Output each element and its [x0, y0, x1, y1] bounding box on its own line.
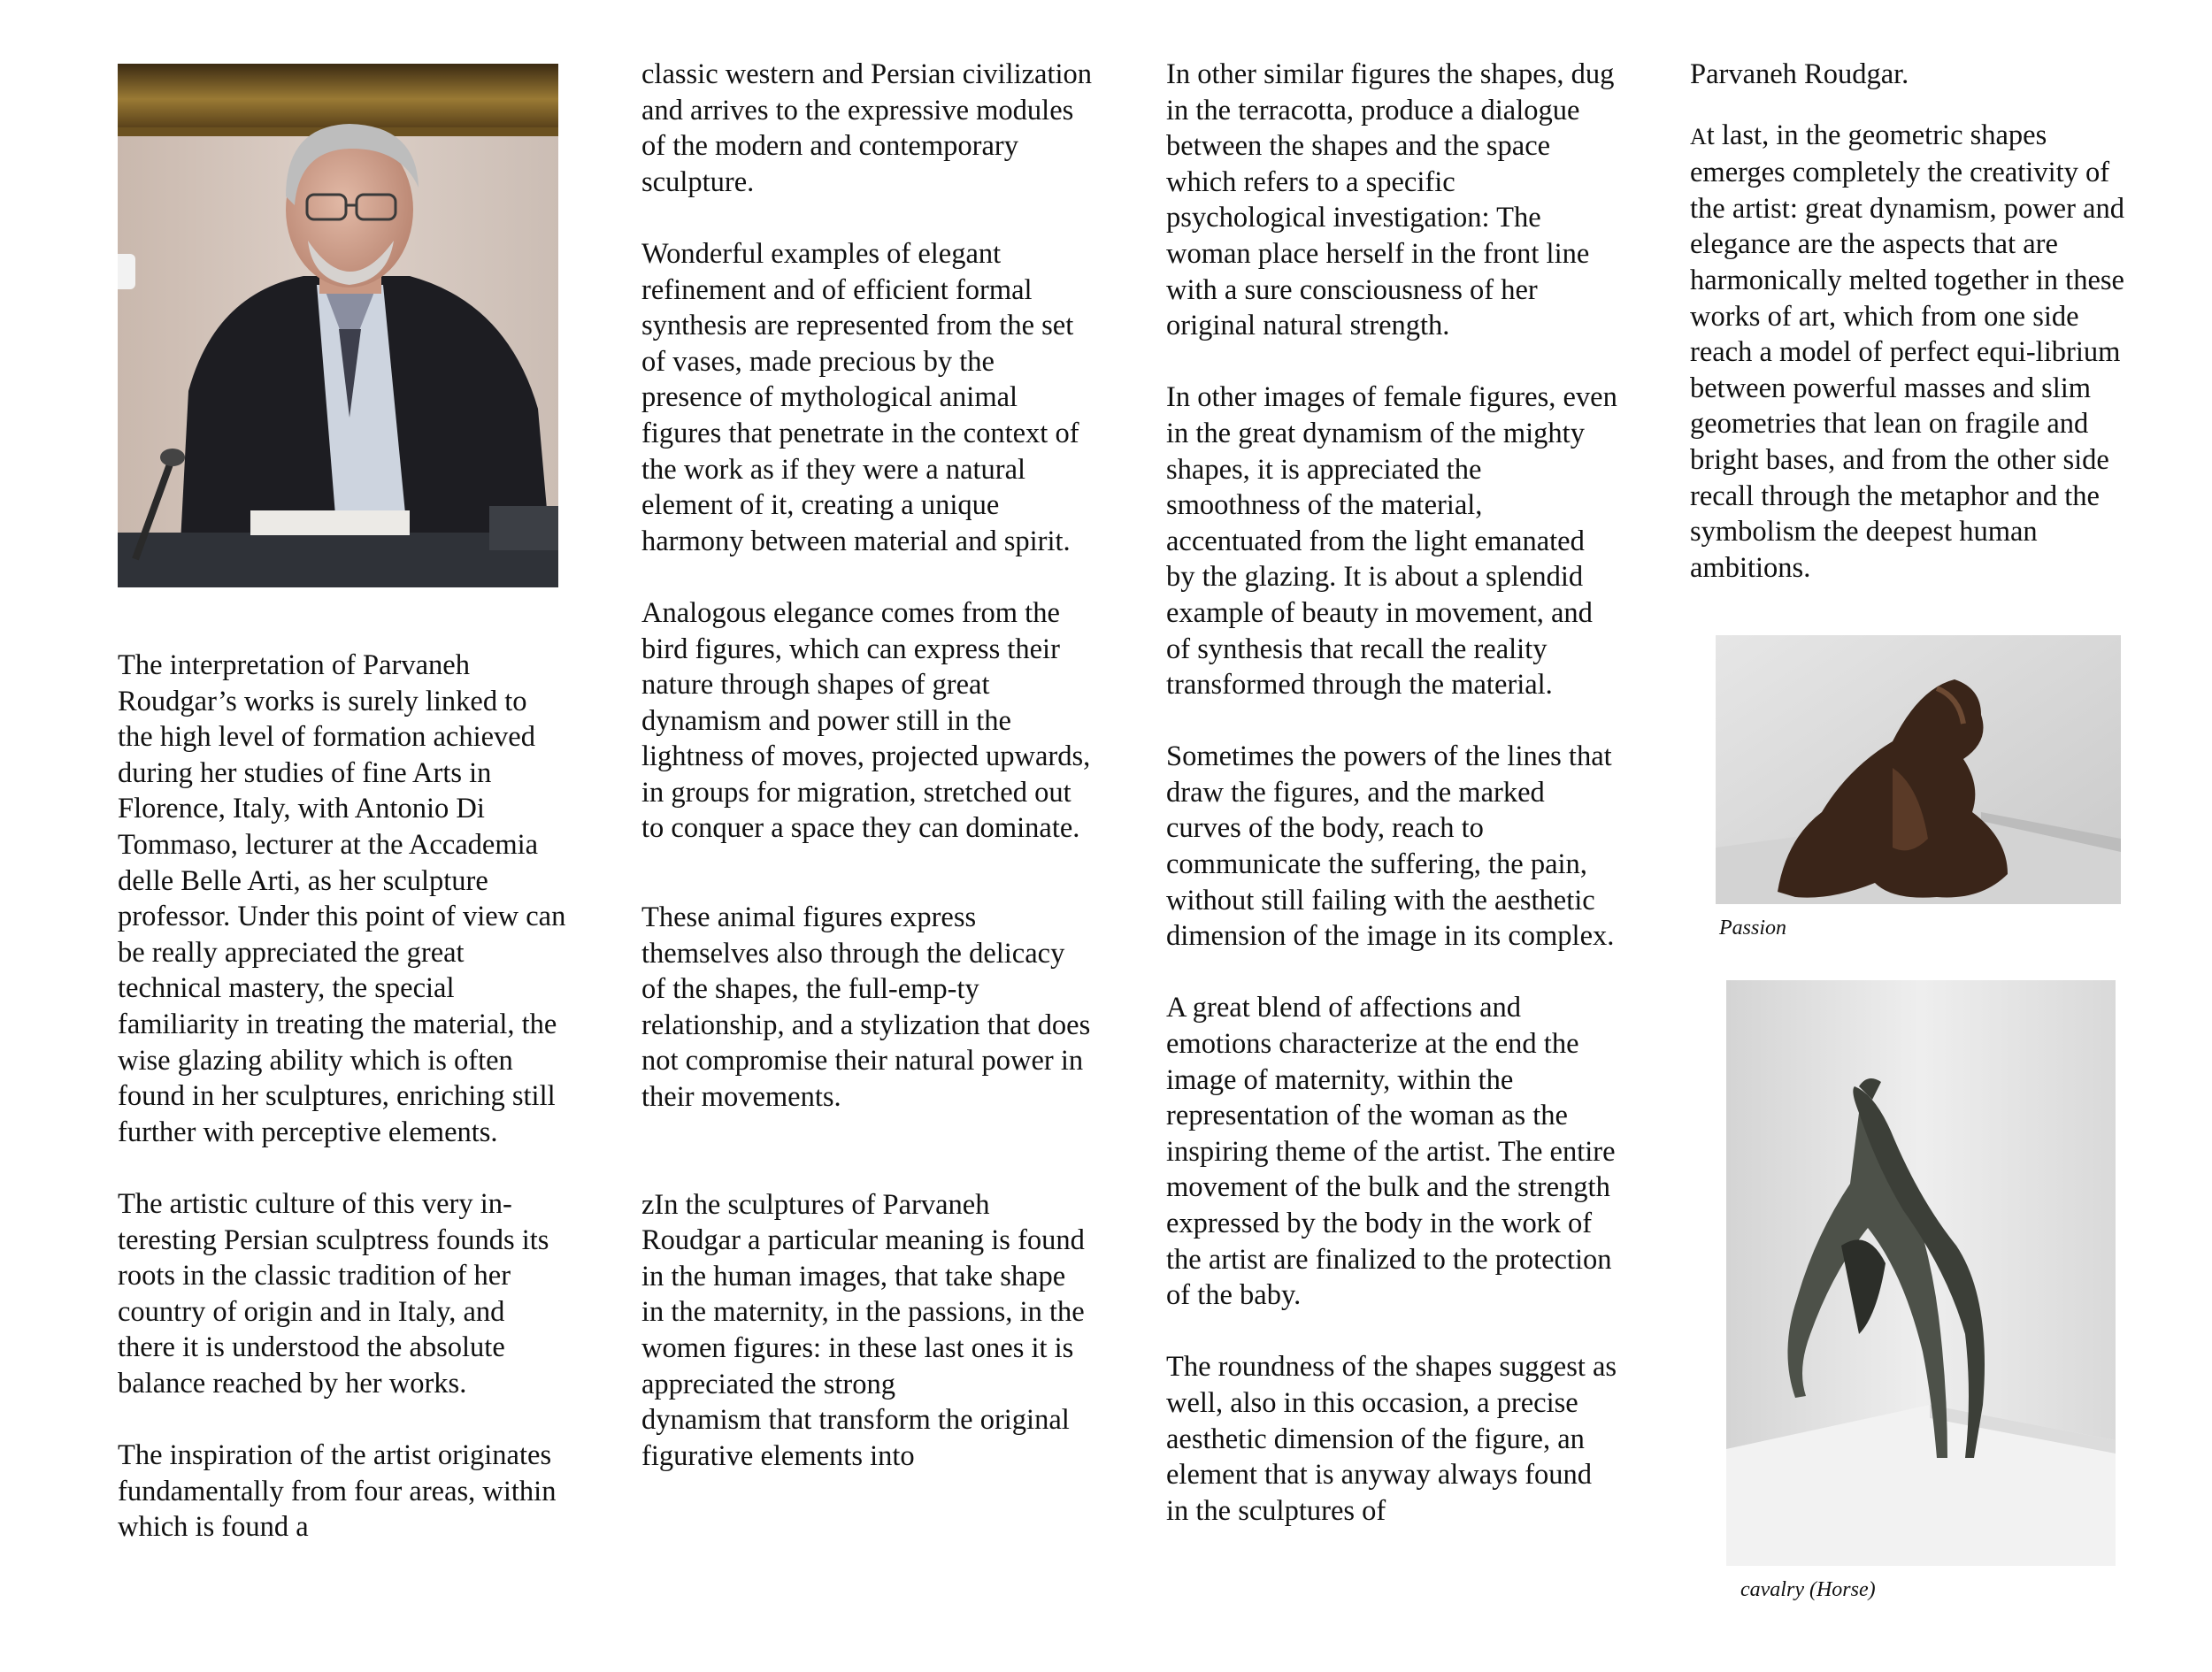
paragraph: In other similar figures the shapes, dug in the terracotta, produce a dialogue between the shapes and the space which refers to a specific psychological investigation: The woman place herself in the front line with a sure consciousness of her original natural strength.	[1166, 58, 1615, 342]
paragraph	[1690, 118, 2141, 587]
text-column-3	[1166, 57, 1617, 1565]
paragraph: These animal figures express themselves also through the delicacy of the shapes, the full-emp-ty relationship, and a stylization that does not compromise their natural power in their movements.	[641, 901, 1091, 1114]
paragraph: The interpretation of Parvaneh Roudgar’s works is surely linked to the high level of formation achieved during her studies of fine Arts in Florence, Italy, with Antonio Di Tommaso, lecturer at the Accademia delle Belle Arti, as her sculpture professor. Under this point of view can be really appreciated the great technical mastery, the special familiarity in treating the material, the wise glazing ability which is often found in her sculptures, enriching still further with perceptive elements.	[118, 649, 566, 1148]
cavalry-sculpture-illustration	[1726, 980, 2116, 1566]
paragraph: classic western and Persian civilization and arrives to the expressive modules of the modern and contemporary sculpture.	[641, 58, 1093, 198]
paragraph-text: t last, in the geometric shapes emerges completely the creativity of the artist: great dynamism, power and elegance are the aspects that are harmonically melted together in these works of art, which from one side reach a model of perfect equi-librium between powerful masses and slim geometries that lean on fragile and bright bases, and from the other side recall through the metaphor and the symbolism the deepest human ambitions.	[1690, 119, 2124, 584]
paragraph: zIn the sculptures of Parvaneh Roudgar a particular meaning is found in the human images, that take shape in the maternity, in the passions, in the women figures: in these last ones it is appreciated the strong	[641, 1188, 1085, 1400]
paragraph: In other images of female figures, even in the great dynamism of the mighty shapes, it is appreciated the smoothness of the material, accentuated from the light emanated by the glazing. It is about a splendid example of beauty in movement, and of synthesis that recall the reality transformed through the material.	[1166, 381, 1617, 702]
drop-initial: A	[1690, 123, 1707, 150]
paragraph: dynamism that transform the original figurative elements into	[641, 1404, 1070, 1472]
cavalry-caption: cavalry (Horse)	[1740, 1578, 1876, 1601]
passion-caption: Passion	[1719, 917, 1787, 940]
paragraph: Wonderful examples of elegant refinement and of efficient formal synthesis are represented from the set of vases, made precious by the presence of mythological animal figures that penetrate in the context of the work as if they were a natural element of it, creating a unique harmony between material and spirit.	[641, 237, 1079, 557]
portrait-photo	[118, 64, 558, 587]
text-column-1	[118, 648, 569, 1581]
paragraph: The inspiration of the artist originates fundamentally from four areas, within which is found a	[118, 1439, 557, 1544]
paragraph: The artistic culture of this very in-teresting Persian sculptress founds its roots in the classic tradition of her country of origin and in Italy, and there it is understood the absolute balance reached by her works.	[118, 1187, 549, 1400]
passion-sculpture-photo	[1716, 635, 2121, 904]
paragraph: A great blend of affections and emotions characterize at the end the image of maternity, within the representation of the woman as the inspiring theme of the artist. The entire movement of the bulk and the strength expressed by the body in the work of the artist are finalized to the protection of the baby.	[1166, 992, 1616, 1312]
paragraph: Sometimes the powers of the lines that draw the figures, and the marked curves of the body, reach to communicate the suffering, the pain, without still failing with the aesthetic dimension of the image in its complex.	[1166, 740, 1615, 953]
passion-sculpture-illustration	[1716, 635, 2121, 904]
text-column-4	[1690, 57, 2141, 622]
portrait-illustration	[118, 64, 558, 587]
paragraph	[1690, 57, 2141, 93]
paragraph: The roundness of the shapes suggest as well, also in this occasion, a precise aesthetic dimension of the figure, an element that is anyway always found in the sculptures of	[1166, 1351, 1617, 1527]
cavalry-sculpture-photo	[1726, 980, 2116, 1566]
paragraph-text: Parvaneh Roudgar.	[1690, 58, 1909, 90]
text-column-2	[641, 57, 1093, 1474]
paragraph: Analogous elegance comes from the bird figures, which can express their nature through shapes of great dynamism and power still in the lightness of moves, projected upwards, in groups for migration, stretched out to conquer a space they can dominate.	[641, 596, 1091, 845]
